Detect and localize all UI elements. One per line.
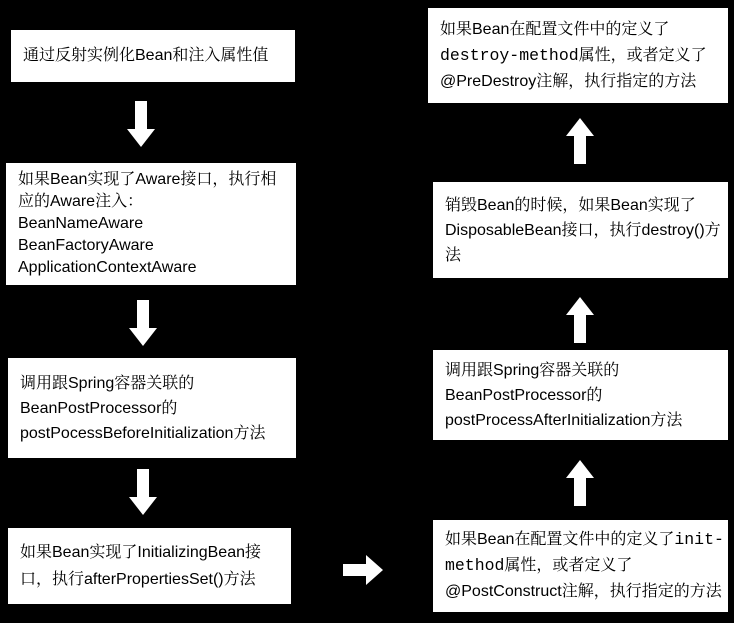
box-line bbox=[440, 69, 716, 95]
box-line: 销毁Bean的时候，如果Bean实现了 bbox=[445, 196, 696, 214]
box-line: BeanPostProcessor的 bbox=[20, 399, 178, 417]
box-line: BeanPostProcessor的 bbox=[445, 386, 603, 404]
box-line: 调用跟Spring容器关联的 bbox=[20, 374, 195, 392]
arrow-up-icon bbox=[566, 118, 594, 164]
box-post-process-before bbox=[8, 358, 296, 458]
box-line-segment: @PreDestroy注解，执行指定的方法 bbox=[440, 72, 697, 90]
box-line bbox=[445, 553, 716, 579]
box-initializing-bean bbox=[8, 528, 291, 604]
box-line: 通过反射实例化Bean和注入属性值 bbox=[23, 47, 269, 64]
box-line-segment: 如果Bean在配置文件中的定义了 bbox=[440, 20, 670, 38]
box-destroy-method bbox=[428, 8, 728, 103]
box-line: BeanNameAware bbox=[18, 215, 144, 232]
box-line-segment-code: method bbox=[445, 556, 505, 575]
box-line: ApplicationContextAware bbox=[18, 259, 197, 276]
box-line bbox=[445, 579, 722, 605]
box-init-method bbox=[433, 520, 728, 612]
arrow-up-icon bbox=[566, 460, 594, 506]
box-line-segment: 属性，或者定义了 bbox=[504, 557, 633, 574]
box-line: postProcessAfterInitialization方法 bbox=[445, 411, 683, 429]
box-line-segment: @PostConstruct注解，执行指定的方法 bbox=[445, 583, 722, 600]
arrow-down-icon bbox=[129, 300, 157, 346]
arrow-down-icon bbox=[129, 469, 157, 515]
box-line-segment: 如果Bean在配置文件中的定义了 bbox=[445, 531, 675, 548]
box-line: 应的Aware注入： bbox=[18, 193, 144, 210]
arrow-up-icon bbox=[566, 297, 594, 343]
box-line-segment-code: destroy-method bbox=[440, 45, 579, 65]
box-line bbox=[440, 43, 716, 69]
box-post-process-after bbox=[433, 350, 728, 440]
box-line: 如果Bean实现了Aware接口，执行相 bbox=[18, 171, 277, 188]
box-line bbox=[445, 527, 724, 553]
box-line: DisposableBean接口，执行destroy()方 bbox=[445, 221, 721, 239]
box-line-segment: 属性，或者定义了 bbox=[578, 46, 707, 64]
box-line: 调用跟Spring容器关联的 bbox=[445, 361, 620, 379]
arrow-right-icon bbox=[343, 555, 383, 585]
box-instantiate-bean bbox=[11, 30, 295, 82]
box-line: 法 bbox=[445, 246, 462, 264]
box-line-segment-code: init- bbox=[674, 530, 724, 549]
box-line: postPocessBeforeInitialization方法 bbox=[20, 424, 266, 442]
box-line: 如果Bean实现了InitializingBean接 bbox=[20, 544, 261, 561]
arrow-down-icon bbox=[127, 101, 155, 147]
box-aware-interfaces bbox=[6, 163, 296, 285]
box-line: BeanFactoryAware bbox=[18, 237, 154, 254]
box-line: 口，执行afterPropertiesSet()方法 bbox=[20, 571, 256, 588]
box-destroy-disposable bbox=[433, 182, 728, 278]
box-line bbox=[440, 17, 716, 43]
